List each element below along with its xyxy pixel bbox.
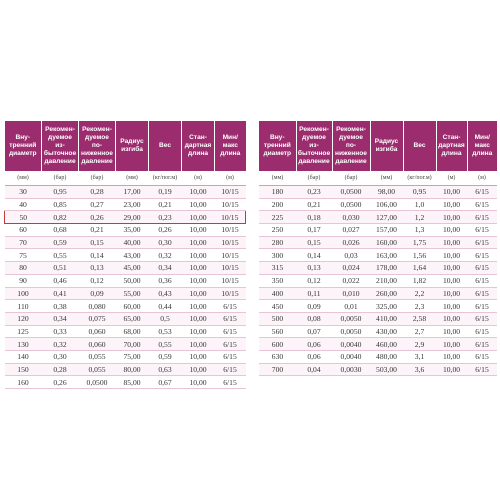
table-cell: 0,95	[403, 186, 436, 199]
table-cell: 0,59	[42, 236, 79, 249]
table-cell: 125	[5, 325, 42, 338]
table-cell: 50	[5, 211, 42, 224]
table-cell: 10,00	[436, 350, 467, 363]
table-cell: 0,055	[79, 350, 116, 363]
table-cell: 0,41	[42, 287, 79, 300]
table-cell: 10/15	[215, 198, 246, 211]
table-row	[259, 274, 497, 287]
table-cell: 0,0030	[332, 363, 370, 376]
column-header: Вес	[149, 121, 182, 171]
table-cell: 10,00	[436, 249, 467, 262]
table-cell: 85,00	[116, 376, 149, 389]
table-cell: 29,00	[116, 211, 149, 224]
table-cell: 0,075	[79, 312, 116, 325]
table-cell: 0,09	[79, 287, 116, 300]
table-cell: 0,12	[79, 274, 116, 287]
column-header: Рекомен- дуемое из- быточное давление	[296, 121, 332, 171]
table-cell: 10,00	[182, 262, 215, 275]
table-cell: 100	[5, 287, 42, 300]
table-cell: 160,00	[370, 236, 403, 249]
table-cell: 300	[259, 249, 296, 262]
table-cell: 10,00	[436, 363, 467, 376]
unit-cell: (мм)	[5, 171, 42, 186]
table-cell: 0,14	[296, 249, 332, 262]
table-cell: 325,00	[370, 300, 403, 313]
table-row	[5, 211, 246, 224]
unit-cell: (м)	[436, 171, 467, 186]
table-row	[5, 186, 246, 199]
table-cell: 10,00	[182, 198, 215, 211]
header-row	[259, 121, 497, 171]
column-header: Мин/ макс длина	[215, 121, 246, 171]
table-row	[259, 287, 497, 300]
table-cell: 10,00	[436, 186, 467, 199]
table-row	[259, 300, 497, 313]
table-cell: 0,26	[42, 376, 79, 389]
column-header: Вну- тренний диаметр	[259, 121, 296, 171]
column-header: Рекомен- дуемое из- быточное давление	[42, 121, 79, 171]
table-cell: 10/15	[215, 287, 246, 300]
table-cell: 0,0500	[332, 198, 370, 211]
table-cell: 10/15	[215, 224, 246, 237]
table-cell: 6/15	[467, 274, 497, 287]
table-cell: 0,07	[296, 325, 332, 338]
table-cell: 10,00	[182, 236, 215, 249]
table-cell: 10,00	[436, 224, 467, 237]
table-cell: 60,00	[116, 300, 149, 313]
table-cell: 0,44	[149, 300, 182, 313]
table-cell: 6/15	[215, 312, 246, 325]
table-cell: 0,19	[149, 186, 182, 199]
table-cell: 1,0	[403, 198, 436, 211]
table-cell: 0,0050	[332, 325, 370, 338]
table-cell: 6/15	[467, 224, 497, 237]
table-cell: 0,14	[79, 249, 116, 262]
table-cell: 6/15	[215, 376, 246, 389]
table-cell: 80,00	[116, 363, 149, 376]
table-cell: 200	[259, 198, 296, 211]
table-cell: 430,00	[370, 325, 403, 338]
table-cell: 106,00	[370, 198, 403, 211]
table-cell: 10/15	[215, 262, 246, 275]
table-cell: 0,055	[79, 363, 116, 376]
table-cell: 0,21	[149, 198, 182, 211]
table-cell: 10/15	[215, 249, 246, 262]
table-cell: 10,00	[182, 325, 215, 338]
table-cell: 480,00	[370, 350, 403, 363]
table-cell: 160	[5, 376, 42, 389]
table-cell: 10/15	[215, 211, 246, 224]
unit-cell: (мм)	[259, 171, 296, 186]
table-row	[5, 224, 246, 237]
table-cell: 0,59	[149, 350, 182, 363]
table-cell: 6/15	[467, 236, 497, 249]
table-cell: 0,030	[332, 211, 370, 224]
table-cell: 55,00	[116, 287, 149, 300]
table-cell: 1,75	[403, 236, 436, 249]
unit-cell: (бар)	[296, 171, 332, 186]
table-row	[259, 338, 497, 351]
table-cell: 178,00	[370, 262, 403, 275]
table-cell: 6/15	[467, 363, 497, 376]
table-cell: 10/15	[215, 236, 246, 249]
table-cell: 0,23	[149, 211, 182, 224]
table-cell: 10,00	[436, 312, 467, 325]
table-cell: 17,00	[116, 186, 149, 199]
table-cell: 70,00	[116, 338, 149, 351]
spec-table-left	[4, 121, 246, 389]
table-cell: 10,00	[436, 262, 467, 275]
table-cell: 65,00	[116, 312, 149, 325]
table-row	[259, 325, 497, 338]
table-cell: 0,28	[79, 186, 116, 199]
table-row	[5, 262, 246, 275]
table-row	[259, 198, 497, 211]
table-row	[5, 236, 246, 249]
table-cell: 0,55	[149, 338, 182, 351]
table-cell: 700	[259, 363, 296, 376]
table-cell: 0,27	[79, 198, 116, 211]
table-cell: 50,00	[116, 274, 149, 287]
table-cell: 6/15	[467, 262, 497, 275]
table-row	[259, 363, 497, 376]
table-cell: 180	[259, 186, 296, 199]
table-cell: 10,00	[182, 363, 215, 376]
table-cell: 260,00	[370, 287, 403, 300]
table-cell: 0,06	[296, 350, 332, 363]
table-cell: 30	[5, 186, 42, 199]
table-cell: 98,00	[370, 186, 403, 199]
unit-cell: (м)	[215, 171, 246, 186]
table-cell: 6/15	[467, 198, 497, 211]
table-cell: 10,00	[436, 211, 467, 224]
unit-cell: (мм)	[116, 171, 149, 186]
table-cell: 3,1	[403, 350, 436, 363]
table-cell: 0,01	[332, 300, 370, 313]
table-cell: 0,53	[149, 325, 182, 338]
table-cell: 130	[5, 338, 42, 351]
table-cell: 40	[5, 198, 42, 211]
table-cell: 0,11	[296, 287, 332, 300]
table-row	[259, 211, 497, 224]
table-cell: 0,08	[296, 312, 332, 325]
table-row	[5, 376, 246, 389]
units-row	[259, 171, 497, 186]
table-cell: 157,00	[370, 224, 403, 237]
table-cell: 10,00	[182, 300, 215, 313]
table-cell: 6/15	[467, 325, 497, 338]
table-cell: 0,36	[149, 274, 182, 287]
table-cell: 225	[259, 211, 296, 224]
table-cell: 6/15	[467, 211, 497, 224]
table-cell: 110	[5, 300, 42, 313]
table-cell: 43,00	[116, 249, 149, 262]
table-cell: 0,0040	[332, 338, 370, 351]
table-cell: 0,04	[296, 363, 332, 376]
table-cell: 10,00	[436, 338, 467, 351]
table-cell: 10,00	[436, 198, 467, 211]
table-cell: 0,027	[332, 224, 370, 237]
table-cell: 45,00	[116, 262, 149, 275]
table-cell: 0,85	[42, 198, 79, 211]
table-cell: 6/15	[215, 325, 246, 338]
table-row	[5, 198, 246, 211]
table-cell: 0,13	[79, 262, 116, 275]
table-cell: 0,51	[42, 262, 79, 275]
table-cell: 0,30	[149, 236, 182, 249]
table-cell: 500	[259, 312, 296, 325]
table-cell: 0,46	[42, 274, 79, 287]
table-cell: 10,00	[436, 274, 467, 287]
table-cell: 2,9	[403, 338, 436, 351]
table-row	[259, 350, 497, 363]
table-cell: 0,68	[42, 224, 79, 237]
table-cell: 10,00	[182, 350, 215, 363]
column-header: Вес	[403, 121, 436, 171]
table-cell: 127,00	[370, 211, 403, 224]
table-cell: 6/15	[215, 300, 246, 313]
table-cell: 0,12	[296, 274, 332, 287]
table-cell: 400	[259, 287, 296, 300]
table-row	[5, 338, 246, 351]
table-cell: 0,32	[149, 249, 182, 262]
table-cell: 10,00	[182, 249, 215, 262]
table-cell: 40,00	[116, 236, 149, 249]
table-cell: 60	[5, 224, 42, 237]
table-cell: 0,15	[296, 236, 332, 249]
table-cell: 6/15	[467, 287, 497, 300]
units-row	[5, 171, 246, 186]
table-cell: 0,21	[296, 198, 332, 211]
table-cell: 0,34	[42, 312, 79, 325]
table-cell: 630	[259, 350, 296, 363]
unit-cell: (м)	[182, 171, 215, 186]
table-row	[5, 287, 246, 300]
table-cell: 0,82	[42, 211, 79, 224]
table-cell: 0,18	[296, 211, 332, 224]
table-cell: 0,060	[79, 338, 116, 351]
table-cell: 0,63	[149, 363, 182, 376]
table-cell: 560	[259, 325, 296, 338]
table-cell: 0,55	[42, 249, 79, 262]
table-row	[5, 325, 246, 338]
table-cell: 10,00	[182, 186, 215, 199]
unit-cell: (м)	[467, 171, 497, 186]
table-cell: 150	[5, 363, 42, 376]
column-header: Радиус изгиба	[116, 121, 149, 171]
table-cell: 0,5	[149, 312, 182, 325]
table-cell: 6/15	[467, 249, 497, 262]
table-cell: 140	[5, 350, 42, 363]
table-cell: 163,00	[370, 249, 403, 262]
table-row	[259, 186, 497, 199]
table-cell: 410,00	[370, 312, 403, 325]
table-cell: 0,38	[42, 300, 79, 313]
table-cell: 6/15	[467, 312, 497, 325]
table-cell: 350	[259, 274, 296, 287]
table-cell: 600	[259, 338, 296, 351]
unit-cell: (мм)	[370, 171, 403, 186]
column-header: Стан- дартная длина	[436, 121, 467, 171]
table-cell: 6/15	[467, 350, 497, 363]
table-cell: 3,6	[403, 363, 436, 376]
unit-cell: (бар)	[42, 171, 79, 186]
table-row	[5, 300, 246, 313]
table-row	[259, 236, 497, 249]
table-cell: 23,00	[116, 198, 149, 211]
table-cell: 450	[259, 300, 296, 313]
table-cell: 0,060	[79, 325, 116, 338]
spec-table-right	[259, 121, 497, 376]
column-header: Мин/ макс длина	[467, 121, 497, 171]
table-cell: 0,03	[332, 249, 370, 262]
table-cell: 2,58	[403, 312, 436, 325]
table-row	[259, 224, 497, 237]
table-cell: 0,32	[42, 338, 79, 351]
table-cell: 1,64	[403, 262, 436, 275]
table-cell: 0,06	[296, 338, 332, 351]
table-cell: 2,2	[403, 287, 436, 300]
table-cell: 10,00	[182, 338, 215, 351]
table-cell: 0,95	[42, 186, 79, 199]
table-cell: 315	[259, 262, 296, 275]
table-cell: 75	[5, 249, 42, 262]
table-cell: 0,0040	[332, 350, 370, 363]
table-cell: 0,022	[332, 274, 370, 287]
table-cell: 0,67	[149, 376, 182, 389]
table-cell: 80	[5, 262, 42, 275]
table-cell: 0,010	[332, 287, 370, 300]
table-row	[5, 363, 246, 376]
table-cell: 6/15	[467, 300, 497, 313]
table-cell: 120	[5, 312, 42, 325]
table-cell: 0,26	[149, 224, 182, 237]
table-cell: 68,00	[116, 325, 149, 338]
unit-cell: (бар)	[79, 171, 116, 186]
table-cell: 280	[259, 236, 296, 249]
table-cell: 0,17	[296, 224, 332, 237]
column-header: Вну- тренний диаметр	[5, 121, 42, 171]
table-cell: 0,0500	[79, 376, 116, 389]
table-cell: 0,28	[42, 363, 79, 376]
table-cell: 0,0500	[332, 186, 370, 199]
table-cell: 10,00	[182, 224, 215, 237]
table-cell: 70	[5, 236, 42, 249]
table-cell: 250	[259, 224, 296, 237]
column-header: Рекомен- дуемое по- ниженное давление	[332, 121, 370, 171]
table-row	[5, 249, 246, 262]
table-row	[5, 274, 246, 287]
table-cell: 10,00	[436, 236, 467, 249]
table-cell: 0,09	[296, 300, 332, 313]
table-cell: 0,0050	[332, 312, 370, 325]
table-cell: 0,23	[296, 186, 332, 199]
table-row	[5, 312, 246, 325]
table-cell: 0,15	[79, 236, 116, 249]
table-cell: 75,00	[116, 350, 149, 363]
table-cell: 10/15	[215, 274, 246, 287]
table-row	[259, 262, 497, 275]
table-cell: 1,82	[403, 274, 436, 287]
table-cell: 6/15	[467, 338, 497, 351]
table-cell: 10,00	[182, 274, 215, 287]
table-cell: 10/15	[215, 186, 246, 199]
table-cell: 10,00	[182, 312, 215, 325]
table-cell: 0,26	[79, 211, 116, 224]
table-cell: 10,00	[182, 376, 215, 389]
table-cell: 35,00	[116, 224, 149, 237]
table-cell: 0,024	[332, 262, 370, 275]
column-header: Стан- дартная длина	[182, 121, 215, 171]
table-cell: 0,13	[296, 262, 332, 275]
column-header: Рекомен- дуемое по- ниженное давление	[79, 121, 116, 171]
table-cell: 0,026	[332, 236, 370, 249]
table-cell: 1,2	[403, 211, 436, 224]
table-cell: 10,00	[436, 287, 467, 300]
table-cell: 10,00	[436, 325, 467, 338]
unit-cell: (кг/пог.м)	[149, 171, 182, 186]
table-cell: 1,3	[403, 224, 436, 237]
table-cell: 10,00	[436, 300, 467, 313]
table-cell: 0,30	[42, 350, 79, 363]
table-cell: 460,00	[370, 338, 403, 351]
table-cell: 210,00	[370, 274, 403, 287]
header-row	[5, 121, 246, 171]
table-row	[5, 350, 246, 363]
table-cell: 6/15	[467, 186, 497, 199]
table-cell: 0,080	[79, 300, 116, 313]
table-cell: 6/15	[215, 350, 246, 363]
table-cell: 0,34	[149, 262, 182, 275]
unit-cell: (кг/пог.м)	[403, 171, 436, 186]
table-cell: 1,56	[403, 249, 436, 262]
table-cell: 6/15	[215, 363, 246, 376]
table-cell: 2,7	[403, 325, 436, 338]
table-row	[259, 312, 497, 325]
table-cell: 0,21	[79, 224, 116, 237]
unit-cell: (бар)	[332, 171, 370, 186]
table-cell: 90	[5, 274, 42, 287]
table-cell: 6/15	[215, 338, 246, 351]
table-row	[259, 249, 497, 262]
table-cell: 2,3	[403, 300, 436, 313]
table-cell: 10,00	[182, 211, 215, 224]
table-cell: 10,00	[182, 287, 215, 300]
table-cell: 0,33	[42, 325, 79, 338]
table-cell: 0,43	[149, 287, 182, 300]
table-cell: 503,00	[370, 363, 403, 376]
column-header: Радиус изгиба	[370, 121, 403, 171]
